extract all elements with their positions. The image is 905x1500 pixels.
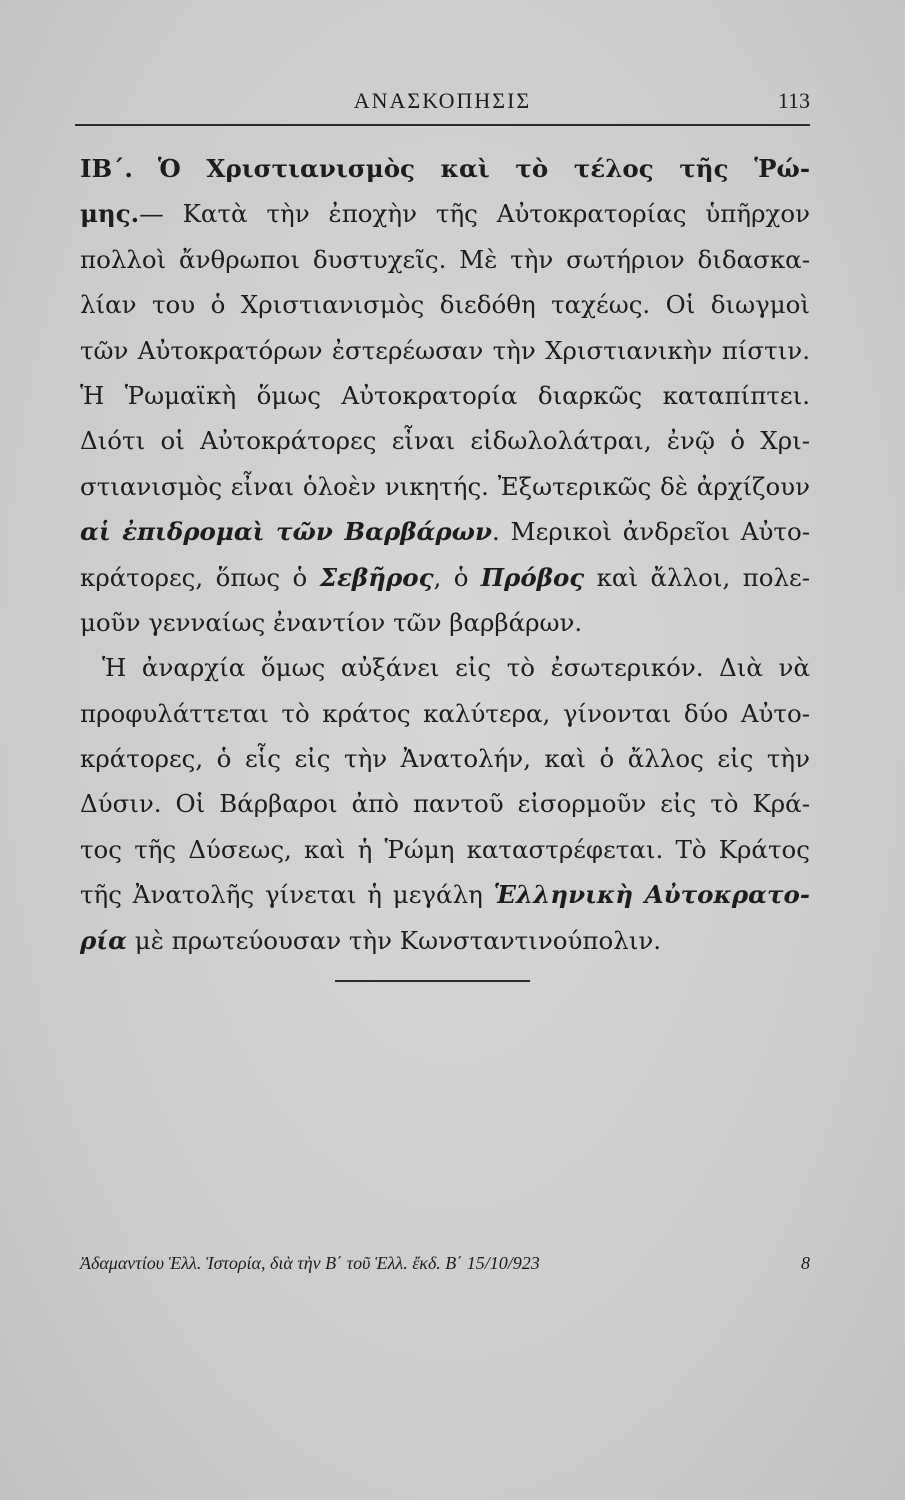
text-span: τῆς Ἀνατολῆς γίνεται ἡ μεγάλη — [80, 880, 494, 910]
text-span: — Κατὰ τὴν ἐποχὴν τῆς Αὐτοκρατορίας ὑπῆρχον — [139, 199, 810, 229]
section-text — [80, 146, 810, 963]
text-span: , ὁ — [433, 562, 481, 592]
text-line-2 — [80, 191, 810, 236]
page-number: 113 — [777, 88, 810, 113]
running-head — [75, 88, 810, 118]
text-line-12: Ἡ ἀναρχία ὅμως αὐξάνει εἰς τὸ ἐσωτερικόν. Διὰ νὰ — [102, 653, 810, 683]
text-line-1 — [80, 146, 810, 191]
emphasis-probus: Πρόβος — [480, 562, 585, 592]
text-line-3: πολλοὶ ἄνθρωποι δυστυχεῖς. Μὲ τὴν σωτήριον διδασκα- — [80, 244, 810, 274]
text-span: καὶ ἄλλοι, πολε- — [584, 562, 810, 592]
running-title: ΑΝΑΣΚΟΠΗΣΙΣ — [353, 88, 532, 113]
text-span: κράτορες, ὅπως ὁ — [80, 562, 320, 592]
text-line-4: λίαν του ὁ Χριστιανισμὸς διεδόθη ταχέως. Οἱ διωγμοὶ — [80, 290, 810, 320]
signature-mark: 8 — [801, 1253, 810, 1273]
text-line-6: Ἡ Ῥωμαϊκὴ ὅμως Αὐτοκρατορία διαρκῶς καταπίπτει. — [80, 380, 810, 410]
text-line-11: μοῦν γενναίως ἐναντίον τῶν βαρβάρων. — [80, 607, 583, 637]
text-line-13: προφυλάττεται τὸ κράτος καλύτερα, γίνονται δύο Αὐτο- — [80, 698, 810, 728]
text-span: μὲ πρωτεύουσαν τὴν Κωνσταντινούπολιν. — [127, 925, 662, 955]
header-rule — [75, 124, 810, 126]
section-number: ΙΒ΄. — [80, 154, 133, 183]
text-line-7: Διότι οἱ Αὐτοκράτορες εἶναι εἰδωλολάτραι, ἐνῷ ὁ Χρι- — [80, 426, 810, 456]
imprint-text: Ἀδαμαντίου Ἑλλ. Ἱστορία, διὰ τὴν Β΄ τοῦ Ἑλλ. ἔκδ. Β΄ 15/10/923 — [80, 1253, 540, 1273]
emphasis-greek-empire: Ἑλληνικὴ Αὐτοκρατο- — [493, 880, 811, 910]
emphasis-greek-empire-end: ρία — [80, 925, 128, 955]
section-heading: Ὁ Χριστιανισμὸς καὶ τὸ τέλος τῆς Ῥώ- — [157, 154, 810, 183]
text-line-10 — [80, 555, 810, 600]
text-line-9 — [80, 509, 810, 554]
text-line-16: τος τῆς Δύσεως, καὶ ἡ Ῥώμη καταστρέφεται. Τὸ Κράτος — [80, 834, 810, 864]
emphasis-invasions: αἱ ἐπιδρομαὶ τῶν Βαρβάρων — [80, 517, 492, 547]
text-line-18 — [80, 918, 810, 963]
text-line-15: Δύσιν. Οἱ Βάρβαροι ἀπὸ παντοῦ εἰσορμοῦν εἰς τὸ Κρά- — [80, 789, 810, 819]
text-line-5: τῶν Αὐτοκρατόρων ἐστερέωσαν τὴν Χριστιανικὴν πίστιν. — [80, 335, 810, 365]
text-line-8: στιανισμὸς εἶναι ὁλοὲν νικητής. Ἐξωτερικῶς δὲ ἀρχίζουν — [80, 471, 810, 501]
text-line-17 — [80, 872, 810, 917]
text-line-14: κράτορες, ὁ εἷς εἰς τὴν Ἀνατολήν, καὶ ὁ ἄλλος εἰς τὴν — [80, 744, 810, 774]
section-end-rule — [335, 980, 530, 982]
section-heading-end: μης. — [80, 199, 140, 229]
text-span: . Μερικοὶ ἀνδρεῖοι Αὐτο- — [491, 517, 810, 547]
printer-imprint — [80, 1253, 810, 1274]
emphasis-severus: Σεβῆρος — [319, 562, 434, 592]
